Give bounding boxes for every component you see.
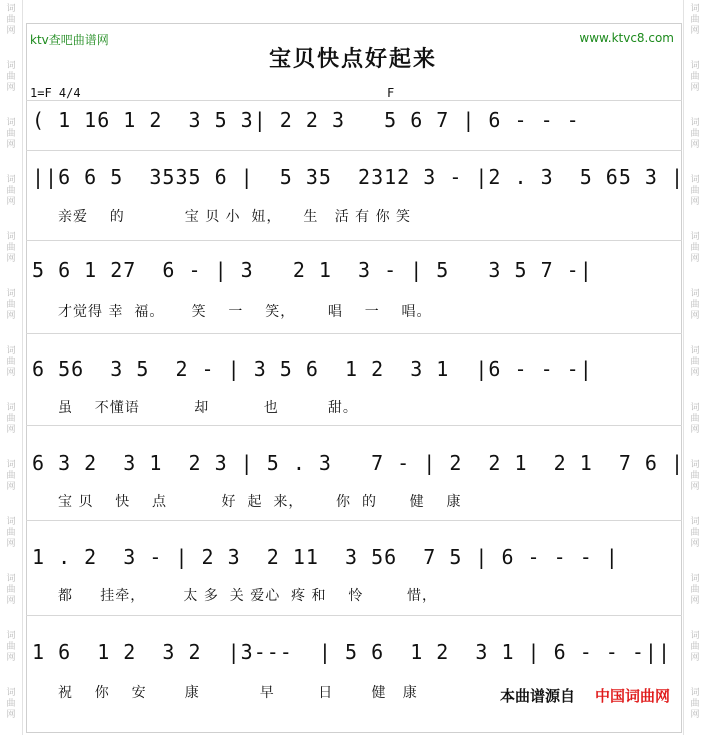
watermark-char: 网 xyxy=(6,482,16,492)
watermark-char: 词 xyxy=(690,574,700,584)
watermark-char: 曲 xyxy=(6,243,16,253)
watermark-char: 网 xyxy=(690,83,700,93)
notes-row-5: 6 3 2 3 1 2 3 | 5 . 3 7 - | 2 2 1 2 1 7 6 | xyxy=(32,451,685,475)
watermark-char: 词 xyxy=(6,631,16,641)
watermark-char: 曲 xyxy=(6,699,16,709)
row-divider xyxy=(26,425,682,426)
watermark-char: 曲 xyxy=(6,72,16,82)
watermark-char: 网 xyxy=(6,26,16,36)
notes-row-3: 5 6 1 27 6 - | 3 2 1 3 - | 5 3 5 7 -| xyxy=(32,258,593,282)
watermark-char: 词 xyxy=(690,517,700,527)
watermark-char: 网 xyxy=(6,596,16,606)
watermark-char: 词 xyxy=(6,346,16,356)
watermark-char: 曲 xyxy=(6,129,16,139)
lyrics-row-2: 亲爱 的 宝 贝 小 妞， 生 活 有 你 笑 xyxy=(58,209,412,225)
watermark-char: 曲 xyxy=(690,300,700,310)
watermark-char: 网 xyxy=(690,710,700,720)
watermark-char: 词 xyxy=(690,4,700,14)
watermark-char: 词 xyxy=(6,517,16,527)
watermark-char: 词 xyxy=(690,631,700,641)
header-rule xyxy=(26,100,682,101)
watermark-char: 网 xyxy=(690,140,700,150)
watermark-char: 曲 xyxy=(690,699,700,709)
site-url-right[interactable]: www.ktvc8.com xyxy=(579,31,674,45)
watermark-char: 词 xyxy=(690,232,700,242)
notes-row-6: 1 . 2 3 - | 2 3 2 11 3 56 7 5 | 6 - - - | xyxy=(32,545,619,569)
watermark-char: 网 xyxy=(690,368,700,378)
lyrics-row-3: 才觉得 幸 福。 笑 一 笑， 唱 一 唱。 xyxy=(58,304,432,320)
right-watermark-strip xyxy=(683,0,706,735)
chord-label: F xyxy=(387,86,395,100)
watermark-char: 网 xyxy=(6,311,16,321)
row-divider xyxy=(26,240,682,241)
watermark-char: 曲 xyxy=(690,243,700,253)
watermark-char: 词 xyxy=(6,289,16,299)
watermark-char: 词 xyxy=(690,460,700,470)
row-divider xyxy=(26,615,682,616)
lyrics-row-7: 祝 你 安 康 早 日 健 康 xyxy=(58,685,418,701)
watermark-char: 网 xyxy=(690,539,700,549)
watermark-char: 词 xyxy=(6,688,16,698)
watermark-char: 曲 xyxy=(690,72,700,82)
left-watermark-strip xyxy=(0,0,23,735)
lyrics-row-4: 虽 不懂语 却 也 甜。 xyxy=(58,400,358,416)
watermark-char: 网 xyxy=(690,197,700,207)
song-title: 宝贝快点好起来 xyxy=(268,47,437,72)
lyrics-row-5: 宝 贝 快 点 好 起 来， 你 的 健 康 xyxy=(58,494,462,510)
watermark-char: 词 xyxy=(6,232,16,242)
watermark-char: 曲 xyxy=(690,585,700,595)
watermark-char: 网 xyxy=(690,596,700,606)
watermark-char: 网 xyxy=(6,653,16,663)
watermark-char: 曲 xyxy=(6,15,16,25)
notes-row-1: ( 1 16 1 2 3 5 3| 2 2 3 5 6 7 | 6 - - - xyxy=(32,108,580,132)
watermark-char: 曲 xyxy=(6,528,16,538)
watermark-char: 网 xyxy=(690,425,700,435)
watermark-char: 词 xyxy=(6,574,16,584)
watermark-char: 网 xyxy=(690,254,700,264)
watermark-char: 词 xyxy=(6,175,16,185)
watermark-char: 网 xyxy=(6,425,16,435)
watermark-char: 词 xyxy=(6,4,16,14)
watermark-char: 曲 xyxy=(6,585,16,595)
watermark-char: 网 xyxy=(6,539,16,549)
watermark-char: 曲 xyxy=(6,414,16,424)
watermark-char: 词 xyxy=(690,403,700,413)
notes-row-2: ||6 6 5 3535 6 | 5 35 2312 3 - |2 . 3 5 65 3 | xyxy=(32,165,685,189)
watermark-char: 曲 xyxy=(690,15,700,25)
key-signature: 1=F 4/4 xyxy=(30,86,81,100)
watermark-char: 网 xyxy=(6,83,16,93)
row-divider xyxy=(26,520,682,521)
notes-row-4: 6 56 3 5 2 - | 3 5 6 1 2 3 1 |6 - - -| xyxy=(32,357,593,381)
watermark-char: 网 xyxy=(690,482,700,492)
watermark-char: 曲 xyxy=(690,471,700,481)
watermark-char: 曲 xyxy=(690,129,700,139)
watermark-char: 词 xyxy=(690,688,700,698)
watermark-char: 网 xyxy=(6,140,16,150)
watermark-char: 网 xyxy=(690,311,700,321)
watermark-char: 网 xyxy=(690,26,700,36)
watermark-char: 网 xyxy=(6,710,16,720)
source-site-name: 中国词曲网 xyxy=(594,687,670,705)
watermark-char: 词 xyxy=(690,346,700,356)
watermark-char: 词 xyxy=(690,61,700,71)
watermark-char: 词 xyxy=(6,61,16,71)
site-name-left[interactable]: ktv查吧曲谱网 xyxy=(30,33,109,47)
watermark-char: 曲 xyxy=(6,300,16,310)
watermark-char: 曲 xyxy=(690,528,700,538)
source-label: 本曲谱源自 xyxy=(499,687,575,705)
watermark-char: 曲 xyxy=(6,357,16,367)
watermark-char: 曲 xyxy=(690,414,700,424)
watermark-char: 词 xyxy=(690,118,700,128)
watermark-char: 网 xyxy=(690,653,700,663)
lyrics-row-6: 都 挂牵， 太 多 关 爱心 疼 和 怜 惜， xyxy=(58,588,437,604)
watermark-char: 曲 xyxy=(690,186,700,196)
watermark-char: 曲 xyxy=(6,642,16,652)
watermark-char: 曲 xyxy=(690,357,700,367)
watermark-char: 曲 xyxy=(6,186,16,196)
watermark-char: 网 xyxy=(6,368,16,378)
row-divider xyxy=(26,333,682,334)
watermark-char: 词 xyxy=(6,118,16,128)
watermark-char: 曲 xyxy=(6,471,16,481)
row-divider xyxy=(26,150,682,151)
watermark-char: 词 xyxy=(6,460,16,470)
watermark-char: 词 xyxy=(6,403,16,413)
watermark-char: 网 xyxy=(6,197,16,207)
watermark-char: 网 xyxy=(6,254,16,264)
notes-row-7: 1 6 1 2 3 2 |3--- | 5 6 1 2 3 1 | 6 - - -|| xyxy=(32,640,672,664)
source-watermark xyxy=(500,685,670,706)
watermark-char: 曲 xyxy=(690,642,700,652)
watermark-char: 词 xyxy=(690,289,700,299)
watermark-char: 词 xyxy=(690,175,700,185)
